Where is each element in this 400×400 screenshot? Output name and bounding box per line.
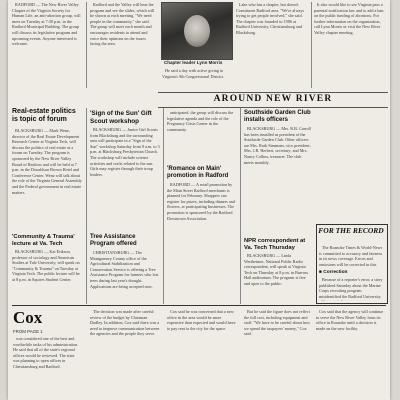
article-community-trauma-text: BLACKSBURG — Kai Erikson, professor of sociology and American Studies at Yale University, will speak on "Community & Trauma" on Tuesday at Virginia Tech. The public lecture will be at 8 p.m. in Squires Student Center. xyxy=(12,249,80,282)
for-the-record-intro xyxy=(319,245,384,269)
article-npr-correspondent-text: BLACKSBURG — Linda Wertheimer, National Public Radio correspondent, will speak at Virginia Tech on Thursday at 8 p.m. in Burruss Hall auditorium. The program is free and open to the public. xyxy=(244,253,309,286)
article-garden-club-text: BLACKSBURG — Mrs. R.B. Carroll has been installed as president of the Southside Garden Club. Other officers are Mrs. Ruth Simmons, vice president; Mrs. J.R. Herbert, secretary; and Mrs. Nancy Collins, treasurer. The club meets monthly. xyxy=(244,126,311,165)
bottom-column-3-text: Cox said he was concerned that a new office in the area would be more expensive than expected and would have to pay rent to the city for the space. xyxy=(167,309,236,331)
headline-cox: Cox xyxy=(13,308,43,327)
top-column-4-text: Lake who has a chapter, but doesn't Constituent Radford area. "We're always trying to get people involved," she said. The chapter was founded in 1986 at Radford University, Christiansburg and Blacksburg. xyxy=(236,2,305,35)
article-sign-of-sun xyxy=(90,127,160,232)
bottom-column-1-text: was considered one of the best and worthwhile tasks of his administration. He said that all of the state's regional offices would be reviewed. The state was planning to open offices in Christiansburg and Radford. xyxy=(13,336,79,369)
cox-jump-label: FROM PAGE 1 xyxy=(13,329,43,334)
correction-article xyxy=(319,277,384,301)
bottom-column-4-text: But he said the figure does not reflect the full cost, including equipment and staff. "We have to be careful about how we spend the taxpayers' money," Cox said. xyxy=(244,309,311,337)
article-community-trauma xyxy=(12,249,82,299)
column-divider xyxy=(86,2,87,88)
chapter-leader-photo xyxy=(161,2,233,60)
for-the-record-intro-text: The Roanoke Times & World-News is committed to accuracy and fairness in its news coverage. Errors and omissions will be corrected in this xyxy=(319,245,383,267)
column-divider xyxy=(163,108,164,304)
bottom-column-3 xyxy=(167,309,237,398)
top-column-4 xyxy=(236,2,308,88)
photo-caption: Chapter leader Lynn Morris xyxy=(164,60,223,65)
bottom-column-5-text: Cox said that the agency will continue to serve the New River Valley from its office in Roanoke until a decision is made on the new facility. xyxy=(316,309,384,331)
top-column-5 xyxy=(314,2,386,88)
center-intro xyxy=(167,110,237,164)
headline-community-trauma: 'Community & Trauma' lecture at Va. Tech xyxy=(12,234,75,247)
article-tree-assistance xyxy=(90,250,160,300)
article-npr-correspondent xyxy=(244,253,312,301)
headline-garden-club: Southside Garden Club installs officers xyxy=(244,110,311,123)
top-column-2-text: Radford and the Valley will hear the program and see the slides, which will be shown at each meeting. "We need people in the community," she said. The group will meet each month and encourages residents to attend and voice their opinions on the issues facing the area. xyxy=(90,2,155,47)
bottom-column-1 xyxy=(13,336,81,398)
article-real-estate xyxy=(12,128,82,232)
top-column-2 xyxy=(90,2,156,88)
bottom-column-5 xyxy=(316,309,386,398)
top-column-5-text: It also would like to see Virginia pass a parental notification law and to add a ban on the public funding of abortions. For further information on the organization, call Lynn Morris or visit the New River Valley chapter meeting. xyxy=(314,2,384,35)
article-real-estate-text: BLACKSBURG — Mark Wenz, director of the Real Estate Development Research Center at Virginia Tech, will discuss the politics of real estate at a forum on Tuesday. The program is sponsored by the New River Valley Board of Realtors and will be held at 7 p.m. in the Donaldson Brown Hotel and Conference Center. Wenz will talk about the role of the Virginia General Assembly and the Federal government in real estate matters. xyxy=(12,128,82,195)
headline-romance-on-main: 'Romance on Main' promotion in Radford xyxy=(167,166,229,179)
banner-rule-bottom xyxy=(158,107,388,108)
column-divider xyxy=(311,2,312,88)
headline-sign-of-sun: 'Sign of the Sun' Gift Scout workshop xyxy=(90,110,152,125)
headline-npr-correspondent: NPR correspondent at Va. Tech Thursday xyxy=(244,238,306,251)
article-sign-of-sun-text: BLACKSBURG — Junior Girl Scouts from Blacksburg and the surrounding area will participate in a "Sign of the Sun" workshop Saturday from 9 a.m. to 3 p.m. at Blacksburg Presbyterian Church. The workshop will include science activities and crafts related to the sun. Girls may register through their troop leaders. xyxy=(90,127,160,177)
article-tree-assistance-text: CHRISTIANSBURG — The Montgomery County office of the Agricultural Stabilization and Conservation Service is offering a Tree Assistance Program for farmers who lost trees during last year's drought. Applications are being accepted now. xyxy=(90,250,159,289)
correction-article-text: Because of a reporter's error, a story published Saturday about the Marine Corps recruiting program misidentified the Radford University xyxy=(319,277,383,299)
top-column-3 xyxy=(162,68,232,88)
section-banner: AROUND NEW RIVER xyxy=(213,94,333,104)
headline-tree-assistance: Tree Assistance Program offered xyxy=(90,234,137,247)
for-the-record-title: FOR THE RECORD xyxy=(318,226,384,235)
bottom-column-4 xyxy=(244,309,312,398)
banner-rule-top xyxy=(158,92,388,93)
portrait-face xyxy=(184,15,210,47)
column-divider xyxy=(86,108,87,304)
article-romance-on-main-text: RADFORD — A retail promotion by the Main Street Radford merchants is planned for February. Shoppers can register for prizes, including dinners and flowers, at participating businesses. The promotion is sponsored by the Radford Downtown Association. xyxy=(167,182,235,221)
article-romance-on-main xyxy=(167,182,237,300)
bottom-column-2 xyxy=(90,309,160,398)
correction-heading: ■ Correction xyxy=(319,270,348,275)
headline-real-estate: Real-estate politics is topic of forum xyxy=(12,108,76,123)
top-column-1 xyxy=(12,2,82,88)
top-column-1-text: RADFORD — The New River Valley Chapter of the Virginia Society for Human Life, an anti-abortion group, will meet on Tuesday at 7:30 p.m. in the Radford Municipal Building. The group will discuss its legislative program and upcoming events. Anyone interested is welcome. xyxy=(12,2,81,47)
article-garden-club xyxy=(244,126,312,236)
bottom-section-rule xyxy=(12,305,386,306)
bottom-column-2-text: The decision was made after careful review of the budget by Chairman Dudley. In addition, Cox said there was a need to improve communication between the agencies and the people they serve. xyxy=(90,309,160,337)
center-intro-text: anticipated, the group will discuss the legislative agenda and the role of the Pregnancy Crisis Center in the community. xyxy=(167,110,234,132)
top-column-3-text: He said a day with active giving to Virginia's 9th Congressional District. xyxy=(162,68,225,79)
newspaper-page xyxy=(8,0,390,400)
column-divider xyxy=(240,108,241,304)
